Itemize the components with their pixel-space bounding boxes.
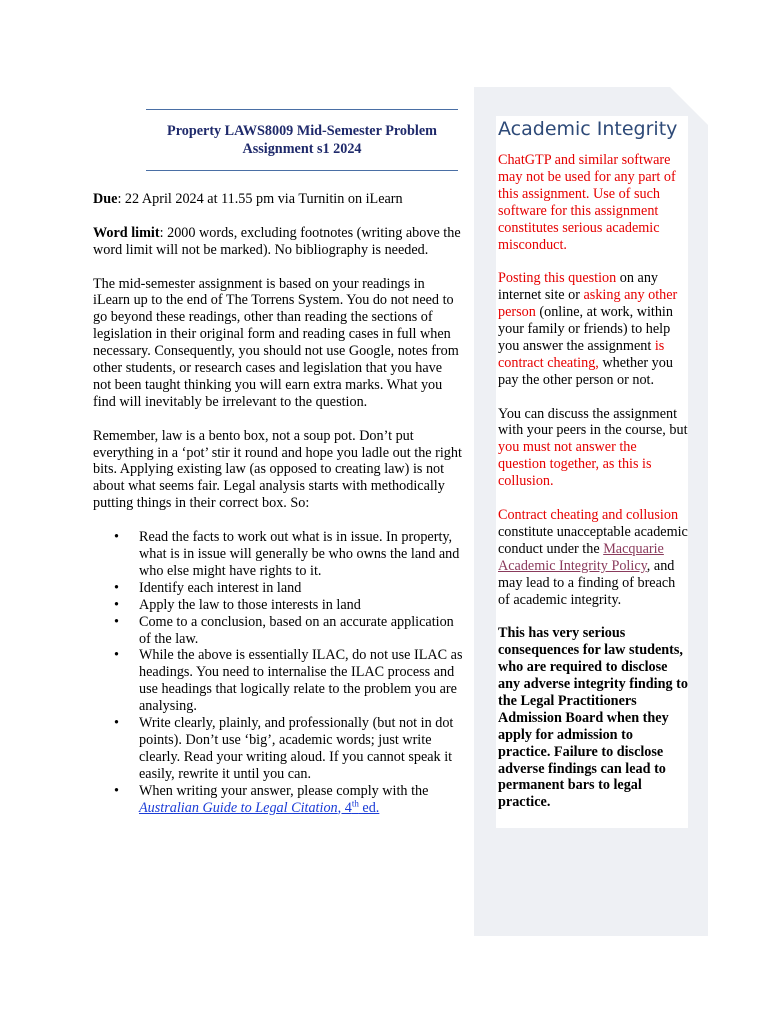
list-item <box>93 597 463 614</box>
policy-paragraph <box>498 507 688 608</box>
warning-phrase: you must not answer the question together, as this is collusion. <box>498 439 652 490</box>
word-limit-paragraph <box>93 225 463 259</box>
warning-phrase: asking any other person <box>498 287 678 321</box>
academic-integrity-sidebar <box>496 116 688 828</box>
plain-phrase: on any internet site or <box>498 270 659 304</box>
word-limit-label: Word limit <box>93 224 160 241</box>
list-item-text: Read the facts to work out what is in issue. In property, what is in issue will generally be who owns the land and who else might have rights to it. <box>139 529 460 579</box>
bullet-icon: • <box>114 596 119 613</box>
list-item-text: Come to a conclusion, based on an accurate application of the law. <box>139 613 454 647</box>
agl-link-edition: , 4 <box>337 799 352 816</box>
warning-phrase: Contract cheating and collusion <box>498 506 679 523</box>
plain-phrase: , and may lead to a finding of breach of academic integrity. <box>498 557 676 608</box>
collusion-paragraph <box>498 406 688 491</box>
bullet-icon: • <box>114 579 119 596</box>
plain-phrase: constitute unacceptable academic conduct under the <box>498 523 688 557</box>
document-header <box>146 109 458 171</box>
sidebar-body <box>496 152 688 811</box>
assignment-body <box>93 191 463 816</box>
word-limit-text: : 2000 words, excluding footnotes (writing above the word limit will not be marked). No bibliography is needed. <box>93 224 461 258</box>
title-line-2: Assignment s1 2024 <box>242 141 362 157</box>
consequences-text: This has very serious consequences for law students, who are required to disclose any adverse integrity finding to the Legal Practitioners Admission Board when they apply for admission to practice. Failure to disclose adverse findings can lead to permanent bars to legal practice. <box>498 625 688 811</box>
chatgpt-warning: ChatGTP and similar software may not be used for any part of this assignment. Use of such software for this assignment constitutes serious academic misconduct. <box>498 152 676 253</box>
bullet-icon: • <box>114 782 119 799</box>
list-item <box>93 715 463 783</box>
list-item-text: While the above is essentially ILAC, do not use ILAC as headings. You need to internalise the ILAC process and use headings that logically relate to the problem you are analysing. <box>139 647 463 715</box>
contract-cheating-paragraph <box>498 270 688 388</box>
bullet-icon: • <box>114 613 119 630</box>
plain-phrase: You can discuss the assignment with your peers in the course, but <box>498 405 688 439</box>
plain-phrase: whether you pay the other person or not. <box>498 354 673 388</box>
list-item-text: Identify each interest in land <box>139 579 302 596</box>
plain-phrase: (online, at work, within your family or friends) to help you answer the assignment <box>498 304 673 354</box>
due-text: : 22 April 2024 at 11.55 pm via Turnitin on iLearn <box>117 191 403 207</box>
agl-link-end: ed. <box>358 799 380 816</box>
bullet-icon: • <box>114 647 119 664</box>
list-item <box>93 647 463 715</box>
list-item-text: Apply the law to those interests in land <box>139 596 361 613</box>
document-title <box>146 122 458 158</box>
method-list <box>93 529 463 816</box>
bullet-icon: • <box>114 715 119 732</box>
bento-paragraph: Remember, law is a bento box, not a soup pot. Don’t put everything in a ‘pot’ stir it round and hope you ladle out the right bits. Applying existing law (as opposed to creating law) is not about what seems fair. Legal analysis starts with methodically putting things in their correct box. So: <box>93 427 462 512</box>
warning-phrase: is contract cheating, <box>498 337 665 371</box>
list-item <box>93 580 463 597</box>
due-paragraph <box>93 191 463 208</box>
due-label: Due <box>93 191 118 207</box>
integrity-policy-link[interactable]: Macquarie Academic Integrity Policy <box>498 540 664 574</box>
citation-text: When writing your answer, please comply with the <box>139 782 429 799</box>
readings-paragraph: The mid-semester assignment is based on your readings in iLearn up to the end of The Torrens System. You do not need to go beyond these readings, other than reading the sections of legislation in their original form and reading cases in full when necessary. Consequently, you should not use Google, notes from other students, or research cases and legislation that you have not been taught thinking you will earn extra marks. What you find will inevitably be irrelevant to the question. <box>93 275 459 410</box>
agl-link-title: Australian Guide to Legal Citation <box>139 799 338 816</box>
warning-phrase: Posting this question <box>498 270 617 287</box>
sidebar-title: Academic Integrity <box>496 116 688 152</box>
list-item-text: Write clearly, plainly, and professionally (but not in dot points). Don’t use ‘big’, academic words; just write clearly. Read your writing aloud. If you cannot speak it easily, rewrite it until you can. <box>139 715 454 782</box>
agl-link-superscript: th <box>351 797 359 808</box>
bullet-icon: • <box>114 529 119 546</box>
list-item <box>93 783 463 817</box>
list-item <box>93 529 463 580</box>
list-item <box>93 614 463 648</box>
title-line-1: Property LAWS8009 Mid-Semester Problem <box>167 123 437 139</box>
agl-citation-link[interactable] <box>139 797 380 816</box>
consequences-paragraph <box>498 625 688 811</box>
